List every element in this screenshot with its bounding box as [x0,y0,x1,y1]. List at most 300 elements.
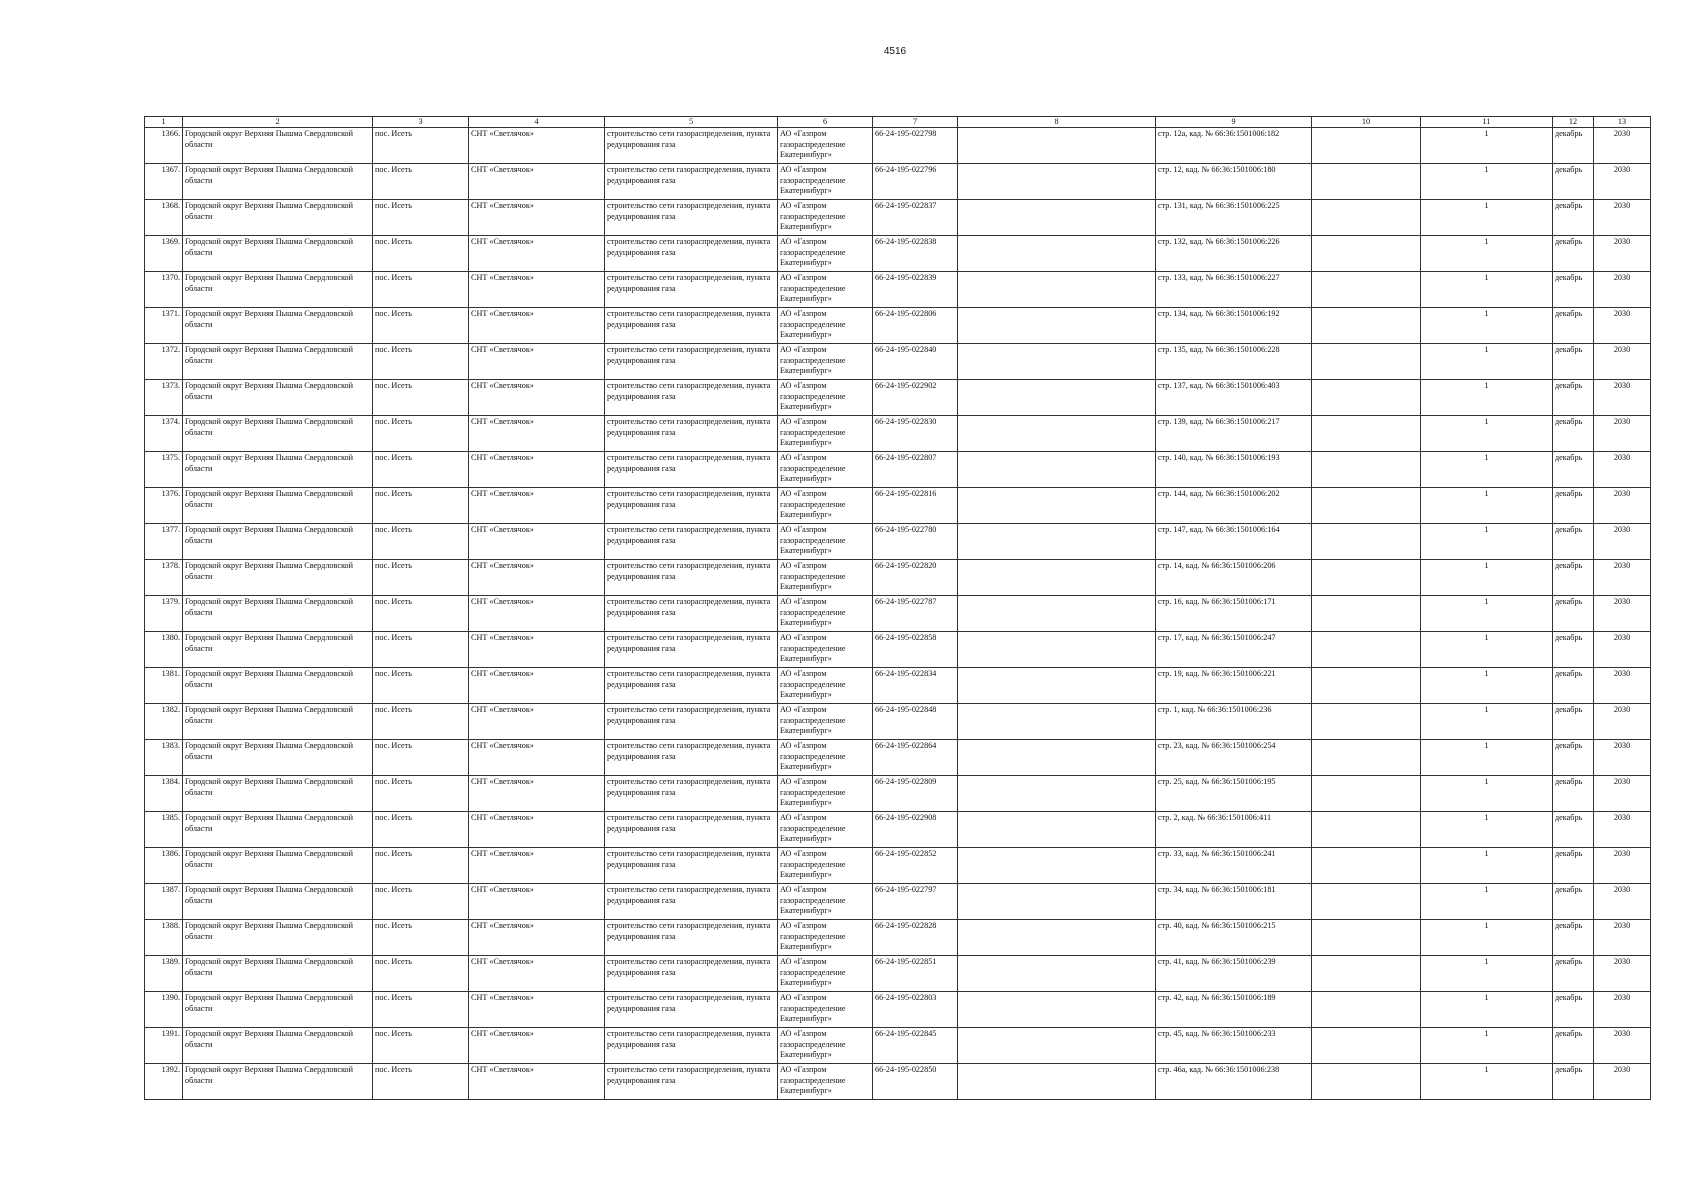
settlement-cell: пос. Исеть [373,812,469,848]
registry-code-cell: 66-24-195-022806 [873,308,958,344]
column-header: 11 [1421,117,1553,128]
organization-cell: АО «Газпром газораспределение Екатеринбург» [778,380,873,416]
municipality-cell: Городской округ Верхняя Пышма Свердловской области [183,272,373,308]
snt-cell: СНТ «Светлячок» [469,740,605,776]
municipality-cell: Городской округ Верхняя Пышма Свердловской области [183,992,373,1028]
object-cell: стр. 46а, кад. № 66:36:1501006:238 [1156,1064,1312,1100]
count-cell: 1 [1421,452,1553,488]
municipality-cell: Городской округ Верхняя Пышма Свердловской области [183,1028,373,1064]
year-cell: 2030 [1594,1028,1651,1064]
table-row [145,128,1651,164]
year-cell: 2030 [1594,956,1651,992]
empty-cell [958,920,1156,956]
table-row [145,344,1651,380]
municipality-cell: Городской округ Верхняя Пышма Свердловской области [183,596,373,632]
settlement-cell: пос. Исеть [373,452,469,488]
object-cell: стр. 33, кад. № 66:36:1501006:241 [1156,848,1312,884]
settlement-cell: пос. Исеть [373,272,469,308]
empty-cell [958,236,1156,272]
month-cell: декабрь [1553,272,1594,308]
table-row [145,524,1651,560]
snt-cell: СНТ «Светлячок» [469,200,605,236]
month-cell: декабрь [1553,704,1594,740]
table-body [145,128,1651,1100]
row-number-cell: 1381. [145,668,183,704]
settlement-cell: пос. Исеть [373,668,469,704]
work-description-cell: строительство сети газораспределения, пункта редуцирования газа [605,344,778,380]
empty-cell [1312,812,1421,848]
work-description-cell: строительство сети газораспределения, пункта редуцирования газа [605,596,778,632]
registry-code-cell: 66-24-195-022809 [873,776,958,812]
organization-cell: АО «Газпром газораспределение Екатеринбург» [778,164,873,200]
snt-cell: СНТ «Светлячок» [469,920,605,956]
empty-cell [1312,668,1421,704]
object-cell: стр. 12а, кад. № 66:36:1501006:182 [1156,128,1312,164]
organization-cell: АО «Газпром газораспределение Екатеринбург» [778,668,873,704]
empty-cell [1312,884,1421,920]
month-cell: декабрь [1553,200,1594,236]
municipality-cell: Городской округ Верхняя Пышма Свердловской области [183,488,373,524]
work-description-cell: строительство сети газораспределения, пункта редуцирования газа [605,560,778,596]
municipality-cell: Городской округ Верхняя Пышма Свердловской области [183,380,373,416]
column-header: 9 [1156,117,1312,128]
row-number-cell: 1373. [145,380,183,416]
empty-cell [1312,236,1421,272]
empty-cell [1312,704,1421,740]
count-cell: 1 [1421,956,1553,992]
object-cell: стр. 137, кад. № 66:36:1501006:403 [1156,380,1312,416]
registry-code-cell: 66-24-195-022837 [873,200,958,236]
year-cell: 2030 [1594,596,1651,632]
organization-cell: АО «Газпром газораспределение Екатеринбург» [778,848,873,884]
count-cell: 1 [1421,128,1553,164]
snt-cell: СНТ «Светлячок» [469,488,605,524]
settlement-cell: пос. Исеть [373,128,469,164]
snt-cell: СНТ «Светлячок» [469,344,605,380]
municipality-cell: Городской округ Верхняя Пышма Свердловской области [183,344,373,380]
column-header: 4 [469,117,605,128]
row-number-cell: 1385. [145,812,183,848]
year-cell: 2030 [1594,812,1651,848]
year-cell: 2030 [1594,236,1651,272]
empty-cell [1312,524,1421,560]
organization-cell: АО «Газпром газораспределение Екатеринбург» [778,272,873,308]
work-description-cell: строительство сети газораспределения, пункта редуцирования газа [605,1064,778,1100]
table-row [145,560,1651,596]
settlement-cell: пос. Исеть [373,884,469,920]
registry-code-cell: 66-24-195-022858 [873,632,958,668]
registry-code-cell: 66-24-195-022834 [873,668,958,704]
object-cell: стр. 45, кад. № 66:36:1501006:233 [1156,1028,1312,1064]
municipality-cell: Городской округ Верхняя Пышма Свердловской области [183,884,373,920]
table-row [145,236,1651,272]
settlement-cell: пос. Исеть [373,236,469,272]
row-number-cell: 1366. [145,128,183,164]
municipality-cell: Городской округ Верхняя Пышма Свердловской области [183,668,373,704]
row-number-cell: 1377. [145,524,183,560]
registry-code-cell: 66-24-195-022839 [873,272,958,308]
empty-cell [958,1028,1156,1064]
object-cell: стр. 42, кад. № 66:36:1501006:189 [1156,992,1312,1028]
organization-cell: АО «Газпром газораспределение Екатеринбург» [778,308,873,344]
work-description-cell: строительство сети газораспределения, пункта редуцирования газа [605,812,778,848]
snt-cell: СНТ «Светлячок» [469,524,605,560]
empty-cell [958,416,1156,452]
organization-cell: АО «Газпром газораспределение Екатеринбург» [778,524,873,560]
year-cell: 2030 [1594,524,1651,560]
snt-cell: СНТ «Светлячок» [469,596,605,632]
snt-cell: СНТ «Светлячок» [469,704,605,740]
object-cell: стр. 23, кад. № 66:36:1501006:254 [1156,740,1312,776]
object-cell: стр. 14, кад. № 66:36:1501006:206 [1156,560,1312,596]
work-description-cell: строительство сети газораспределения, пункта редуцирования газа [605,308,778,344]
organization-cell: АО «Газпром газораспределение Екатеринбург» [778,812,873,848]
year-cell: 2030 [1594,740,1651,776]
snt-cell: СНТ «Светлячок» [469,1028,605,1064]
empty-cell [1312,416,1421,452]
settlement-cell: пос. Исеть [373,596,469,632]
organization-cell: АО «Газпром газораспределение Екатеринбург» [778,740,873,776]
table-row [145,920,1651,956]
settlement-cell: пос. Исеть [373,1064,469,1100]
row-number-cell: 1371. [145,308,183,344]
month-cell: декабрь [1553,956,1594,992]
snt-cell: СНТ «Светлячок» [469,452,605,488]
count-cell: 1 [1421,668,1553,704]
row-number-cell: 1392. [145,1064,183,1100]
row-number-cell: 1368. [145,200,183,236]
work-description-cell: строительство сети газораспределения, пункта редуцирования газа [605,416,778,452]
table-row [145,848,1651,884]
work-description-cell: строительство сети газораспределения, пункта редуцирования газа [605,668,778,704]
year-cell: 2030 [1594,704,1651,740]
column-header: 6 [778,117,873,128]
snt-cell: СНТ «Светлячок» [469,848,605,884]
empty-cell [958,956,1156,992]
settlement-cell: пос. Исеть [373,704,469,740]
registry-code-cell: 66-24-195-022807 [873,452,958,488]
month-cell: декабрь [1553,992,1594,1028]
organization-cell: АО «Газпром газораспределение Екатеринбург» [778,344,873,380]
count-cell: 1 [1421,632,1553,668]
municipality-cell: Городской округ Верхняя Пышма Свердловской области [183,920,373,956]
municipality-cell: Городской округ Верхняя Пышма Свердловской области [183,164,373,200]
registry-code-cell: 66-24-195-022796 [873,164,958,200]
object-cell: стр. 140, кад. № 66:36:1501006:193 [1156,452,1312,488]
snt-cell: СНТ «Светлячок» [469,164,605,200]
count-cell: 1 [1421,1064,1553,1100]
count-cell: 1 [1421,344,1553,380]
row-number-cell: 1390. [145,992,183,1028]
table-row [145,632,1651,668]
work-description-cell: строительство сети газораспределения, пункта редуцирования газа [605,920,778,956]
year-cell: 2030 [1594,848,1651,884]
count-cell: 1 [1421,596,1553,632]
registry-code-cell: 66-24-195-022840 [873,344,958,380]
row-number-cell: 1369. [145,236,183,272]
empty-cell [1312,308,1421,344]
settlement-cell: пос. Исеть [373,488,469,524]
column-header: 13 [1594,117,1651,128]
settlement-cell: пос. Исеть [373,524,469,560]
object-cell: стр. 134, кад. № 66:36:1501006:192 [1156,308,1312,344]
organization-cell: АО «Газпром газораспределение Екатеринбург» [778,236,873,272]
settlement-cell: пос. Исеть [373,776,469,812]
month-cell: декабрь [1553,488,1594,524]
table-row [145,704,1651,740]
snt-cell: СНТ «Светлячок» [469,956,605,992]
empty-cell [1312,776,1421,812]
object-cell: стр. 144, кад. № 66:36:1501006:202 [1156,488,1312,524]
municipality-cell: Городской округ Верхняя Пышма Свердловской области [183,200,373,236]
object-cell: стр. 19, кад. № 66:36:1501006:221 [1156,668,1312,704]
registry-code-cell: 66-24-195-022797 [873,884,958,920]
registry-code-cell: 66-24-195-022864 [873,740,958,776]
work-description-cell: строительство сети газораспределения, пункта редуцирования газа [605,740,778,776]
month-cell: декабрь [1553,632,1594,668]
registry-table [144,116,1651,1100]
work-description-cell: строительство сети газораспределения, пункта редуцирования газа [605,524,778,560]
year-cell: 2030 [1594,920,1651,956]
empty-cell [958,560,1156,596]
object-cell: стр. 2, кад. № 66:36:1501006:411 [1156,812,1312,848]
empty-cell [958,380,1156,416]
empty-cell [1312,344,1421,380]
empty-cell [958,524,1156,560]
empty-cell [958,740,1156,776]
snt-cell: СНТ «Светлячок» [469,416,605,452]
empty-cell [958,164,1156,200]
table-row [145,596,1651,632]
registry-code-cell: 66-24-195-022803 [873,992,958,1028]
month-cell: декабрь [1553,668,1594,704]
organization-cell: АО «Газпром газораспределение Екатеринбург» [778,920,873,956]
municipality-cell: Городской округ Верхняя Пышма Свердловской области [183,308,373,344]
object-cell: стр. 147, кад. № 66:36:1501006:164 [1156,524,1312,560]
table-row [145,164,1651,200]
row-number-cell: 1380. [145,632,183,668]
page-number: 4516 [883,46,907,57]
organization-cell: АО «Газпром газораспределение Екатеринбург» [778,596,873,632]
table-row [145,416,1651,452]
organization-cell: АО «Газпром газораспределение Екатеринбург» [778,704,873,740]
row-number-cell: 1378. [145,560,183,596]
table-row [145,452,1651,488]
month-cell: декабрь [1553,1064,1594,1100]
empty-cell [958,776,1156,812]
work-description-cell: строительство сети газораспределения, пункта редуцирования газа [605,164,778,200]
empty-cell [1312,740,1421,776]
settlement-cell: пос. Исеть [373,308,469,344]
month-cell: декабрь [1553,452,1594,488]
organization-cell: АО «Газпром газораспределение Екатеринбург» [778,128,873,164]
month-cell: декабрь [1553,344,1594,380]
empty-cell [1312,452,1421,488]
year-cell: 2030 [1594,308,1651,344]
registry-code-cell: 66-24-195-022816 [873,488,958,524]
empty-cell [958,632,1156,668]
registry-code-cell: 66-24-195-022820 [873,560,958,596]
count-cell: 1 [1421,524,1553,560]
row-number-cell: 1375. [145,452,183,488]
month-cell: декабрь [1553,848,1594,884]
snt-cell: СНТ «Светлячок» [469,776,605,812]
row-number-cell: 1376. [145,488,183,524]
empty-cell [1312,992,1421,1028]
municipality-cell: Городской округ Верхняя Пышма Свердловской области [183,416,373,452]
registry-code-cell: 66-24-195-022850 [873,1064,958,1100]
registry-code-cell: 66-24-195-022780 [873,524,958,560]
municipality-cell: Городской округ Верхняя Пышма Свердловской области [183,560,373,596]
month-cell: декабрь [1553,380,1594,416]
settlement-cell: пос. Исеть [373,200,469,236]
column-header: 3 [373,117,469,128]
work-description-cell: строительство сети газораспределения, пункта редуцирования газа [605,488,778,524]
column-header: 5 [605,117,778,128]
empty-cell [1312,488,1421,524]
count-cell: 1 [1421,1028,1553,1064]
row-number-cell: 1367. [145,164,183,200]
table-row [145,1064,1651,1100]
registry-code-cell: 66-24-195-022845 [873,1028,958,1064]
object-cell: стр. 25, кад. № 66:36:1501006:195 [1156,776,1312,812]
month-cell: декабрь [1553,884,1594,920]
organization-cell: АО «Газпром газораспределение Екатеринбург» [778,560,873,596]
table-row [145,488,1651,524]
empty-cell [958,668,1156,704]
snt-cell: СНТ «Светлячок» [469,812,605,848]
year-cell: 2030 [1594,452,1651,488]
count-cell: 1 [1421,416,1553,452]
registry-code-cell: 66-24-195-022830 [873,416,958,452]
column-header: 1 [145,117,183,128]
row-number-cell: 1384. [145,776,183,812]
object-cell: стр. 41, кад. № 66:36:1501006:239 [1156,956,1312,992]
empty-cell [958,128,1156,164]
count-cell: 1 [1421,308,1553,344]
header-row [145,117,1651,128]
work-description-cell: строительство сети газораспределения, пункта редуцирования газа [605,236,778,272]
table-row [145,1028,1651,1064]
object-cell: стр. 131, кад. № 66:36:1501006:225 [1156,200,1312,236]
registry-code-cell: 66-24-195-022838 [873,236,958,272]
municipality-cell: Городской округ Верхняя Пышма Свердловской области [183,236,373,272]
month-cell: декабрь [1553,776,1594,812]
year-cell: 2030 [1594,1064,1651,1100]
settlement-cell: пос. Исеть [373,560,469,596]
work-description-cell: строительство сети газораспределения, пункта редуцирования газа [605,956,778,992]
snt-cell: СНТ «Светлячок» [469,1064,605,1100]
year-cell: 2030 [1594,416,1651,452]
column-header: 8 [958,117,1156,128]
object-cell: стр. 132, кад. № 66:36:1501006:226 [1156,236,1312,272]
registry-code-cell: 66-24-195-022908 [873,812,958,848]
month-cell: декабрь [1553,1028,1594,1064]
organization-cell: АО «Газпром газораспределение Екатеринбург» [778,416,873,452]
organization-cell: АО «Газпром газораспределение Екатеринбург» [778,776,873,812]
empty-cell [1312,1028,1421,1064]
table-row [145,884,1651,920]
work-description-cell: строительство сети газораспределения, пункта редуцирования газа [605,632,778,668]
column-header: 10 [1312,117,1421,128]
month-cell: декабрь [1553,128,1594,164]
row-number-cell: 1386. [145,848,183,884]
organization-cell: АО «Газпром газораспределение Екатеринбург» [778,1028,873,1064]
organization-cell: АО «Газпром газораспределение Екатеринбург» [778,452,873,488]
municipality-cell: Городской округ Верхняя Пышма Свердловской области [183,956,373,992]
work-description-cell: строительство сети газораспределения, пункта редуцирования газа [605,1028,778,1064]
row-number-cell: 1387. [145,884,183,920]
municipality-cell: Городской округ Верхняя Пышма Свердловской области [183,740,373,776]
year-cell: 2030 [1594,668,1651,704]
registry-code-cell: 66-24-195-022798 [873,128,958,164]
snt-cell: СНТ «Светлячок» [469,632,605,668]
count-cell: 1 [1421,884,1553,920]
snt-cell: СНТ «Светлячок» [469,884,605,920]
year-cell: 2030 [1594,632,1651,668]
registry-code-cell: 66-24-195-022848 [873,704,958,740]
empty-cell [1312,632,1421,668]
work-description-cell: строительство сети газораспределения, пункта редуцирования газа [605,380,778,416]
table-row [145,812,1651,848]
month-cell: декабрь [1553,812,1594,848]
year-cell: 2030 [1594,272,1651,308]
work-description-cell: строительство сети газораспределения, пункта редуцирования газа [605,704,778,740]
empty-cell [958,992,1156,1028]
settlement-cell: пос. Исеть [373,632,469,668]
row-number-cell: 1383. [145,740,183,776]
month-cell: декабрь [1553,236,1594,272]
empty-cell [1312,1064,1421,1100]
count-cell: 1 [1421,560,1553,596]
year-cell: 2030 [1594,344,1651,380]
table-row [145,200,1651,236]
work-description-cell: строительство сети газораспределения, пункта редуцирования газа [605,452,778,488]
row-number-cell: 1372. [145,344,183,380]
empty-cell [958,704,1156,740]
object-cell: стр. 135, кад. № 66:36:1501006:228 [1156,344,1312,380]
empty-cell [1312,956,1421,992]
municipality-cell: Городской округ Верхняя Пышма Свердловской области [183,452,373,488]
year-cell: 2030 [1594,128,1651,164]
organization-cell: АО «Газпром газораспределение Екатеринбург» [778,632,873,668]
object-cell: стр. 16, кад. № 66:36:1501006:171 [1156,596,1312,632]
month-cell: декабрь [1553,416,1594,452]
settlement-cell: пос. Исеть [373,848,469,884]
month-cell: декабрь [1553,524,1594,560]
work-description-cell: строительство сети газораспределения, пункта редуцирования газа [605,128,778,164]
settlement-cell: пос. Исеть [373,344,469,380]
empty-cell [1312,164,1421,200]
empty-cell [1312,380,1421,416]
empty-cell [1312,200,1421,236]
empty-cell [958,1064,1156,1100]
settlement-cell: пос. Исеть [373,380,469,416]
row-number-cell: 1379. [145,596,183,632]
registry-code-cell: 66-24-195-022851 [873,956,958,992]
column-header: 2 [183,117,373,128]
year-cell: 2030 [1594,560,1651,596]
count-cell: 1 [1421,704,1553,740]
empty-cell [958,344,1156,380]
empty-cell [958,272,1156,308]
table-row [145,308,1651,344]
year-cell: 2030 [1594,992,1651,1028]
month-cell: декабрь [1553,920,1594,956]
month-cell: декабрь [1553,560,1594,596]
table-row [145,992,1651,1028]
empty-cell [958,488,1156,524]
